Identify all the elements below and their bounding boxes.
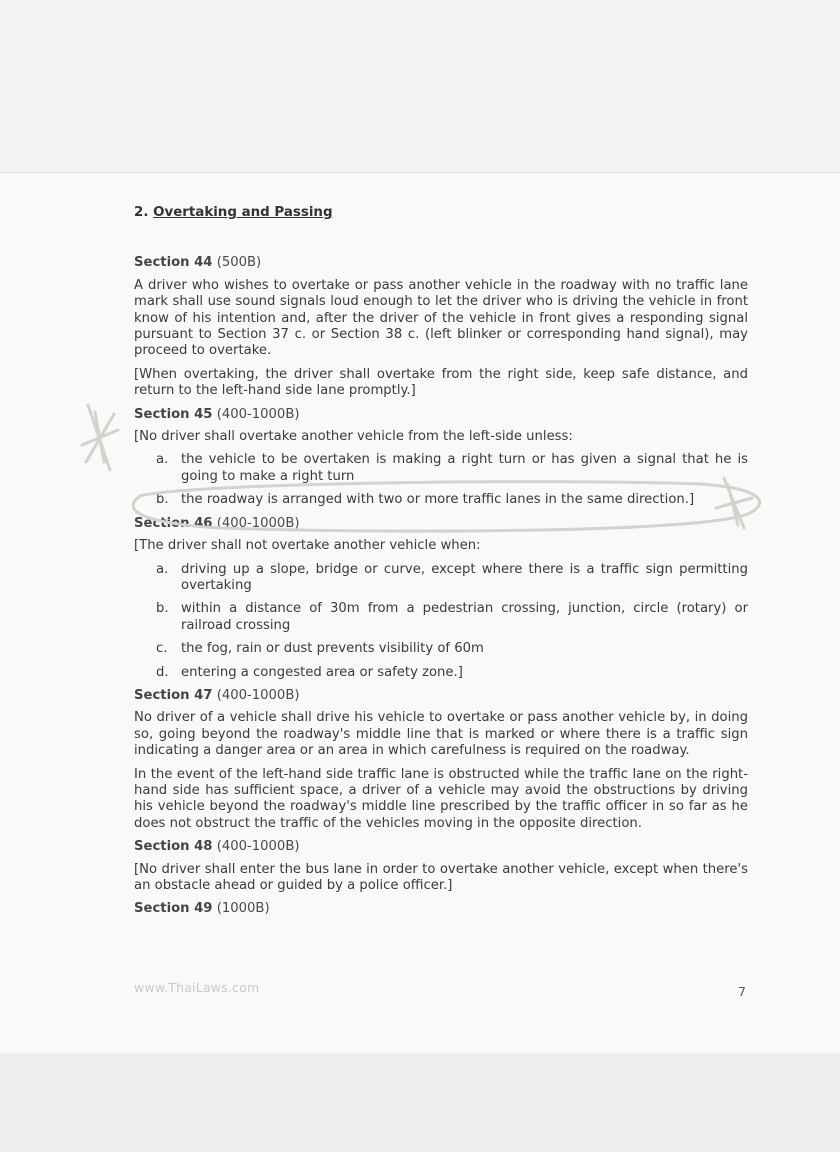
section-47-paragraph-1: No driver of a vehicle shall drive his vehicle to overtake or pass another vehicle by, in doing so, going beyond the roadway's middle line that is marked or where there is a traffic sign indicating a danger area or an area in which carefulness is required on the roadway.	[134, 710, 748, 759]
section-fine: (1000B)	[216, 901, 270, 917]
section-48-title	[134, 839, 748, 855]
section-fine: (400-1000B)	[216, 406, 300, 422]
section-label: Section 46	[134, 515, 213, 531]
list-marker: c.	[156, 641, 168, 657]
section-44-title	[134, 255, 748, 271]
section-46-intro: [The driver shall not overtake another vehicle when:	[134, 538, 481, 554]
list-item	[156, 641, 748, 657]
list-text: the roadway is arranged with two or more traffic lanes in the same direction.]	[181, 492, 695, 508]
section-49-title	[134, 901, 748, 917]
list-text: entering a congested area or safety zone.]	[181, 664, 463, 680]
section-label: Section 45	[134, 406, 213, 422]
list-text: the vehicle to be overtaken is making a right turn or has given a signal that he is going to make a right turn	[181, 452, 748, 484]
list-marker: a.	[156, 561, 169, 577]
section-47-paragraph-2: In the event of the left-hand side traffic lane is obstructed while the traffic lane on the right-hand side has sufficient space, a driver of a vehicle may avoid the obstructions by driving his vehicle beyond the roadway's middle line prescribed by the traffic officer in so far as he does not obstruct the traffic of the vehicles moving in the opposite direction.	[134, 766, 748, 831]
scanner-margin-bottom	[0, 1053, 840, 1152]
page-number: 7	[738, 984, 746, 999]
list-item	[156, 601, 748, 634]
list-text: driving up a slope, bridge or curve, except where there is a traffic sign permitting overtaking	[181, 561, 748, 593]
section-48-paragraph: [No driver shall enter the bus lane in order to overtake another vehicle, except when there's an obstacle ahead or guided by a police officer.]	[134, 861, 748, 893]
chapter-heading	[134, 205, 748, 221]
section-label: Section 49	[134, 901, 213, 917]
section-46-list	[134, 562, 748, 681]
section-47-title	[134, 688, 748, 704]
footer-website: www.ThaiLaws.com	[134, 980, 260, 995]
list-item	[156, 452, 748, 485]
section-44-paragraph-1: A driver who wishes to overtake or pass another vehicle in the roadway with no traffic lane mark shall use sound signals loud enough to let the driver who is driving the vehicle in front know of his intention and, after the driver of the vehicle in front gives a responding signal pursuant to Section 37 c. or Section 38 c. (left blinker or corresponding hand signal), may proceed to overtake.	[134, 277, 748, 359]
section-fine: (400-1000B)	[216, 687, 300, 703]
list-text: the fog, rain or dust prevents visibility of 60m	[181, 641, 484, 657]
list-item	[156, 562, 748, 595]
section-45-title	[134, 407, 748, 423]
section-fine: (500B)	[216, 255, 262, 271]
list-item	[156, 492, 748, 508]
section-label: Section 48	[134, 839, 213, 855]
scanner-margin-top	[0, 0, 840, 172]
section-45-intro: [No driver shall overtake another vehicle from the left-side unless:	[134, 429, 573, 445]
section-fine: (400-1000B)	[216, 839, 300, 855]
list-item	[156, 665, 748, 681]
section-46-title	[134, 516, 748, 532]
list-marker: b.	[156, 601, 169, 617]
list-marker: d.	[156, 664, 169, 680]
section-45-list	[134, 452, 748, 508]
heading-title: Overtaking and Passing	[153, 205, 333, 220]
list-marker: a.	[156, 452, 169, 468]
heading-number: 2.	[134, 205, 149, 220]
section-fine: (400-1000B)	[216, 515, 300, 531]
section-label: Section 44	[134, 255, 213, 271]
list-text: within a distance of 30m from a pedestrian crossing, junction, circle (rotary) or railroad crossing	[181, 601, 748, 633]
section-44-paragraph-2: [When overtaking, the driver shall overtake from the right side, keep safe distance, and return to the left-hand side lane promptly.]	[134, 366, 748, 399]
document-body	[134, 205, 748, 924]
list-marker: b.	[156, 492, 169, 508]
section-label: Section 47	[134, 687, 213, 703]
